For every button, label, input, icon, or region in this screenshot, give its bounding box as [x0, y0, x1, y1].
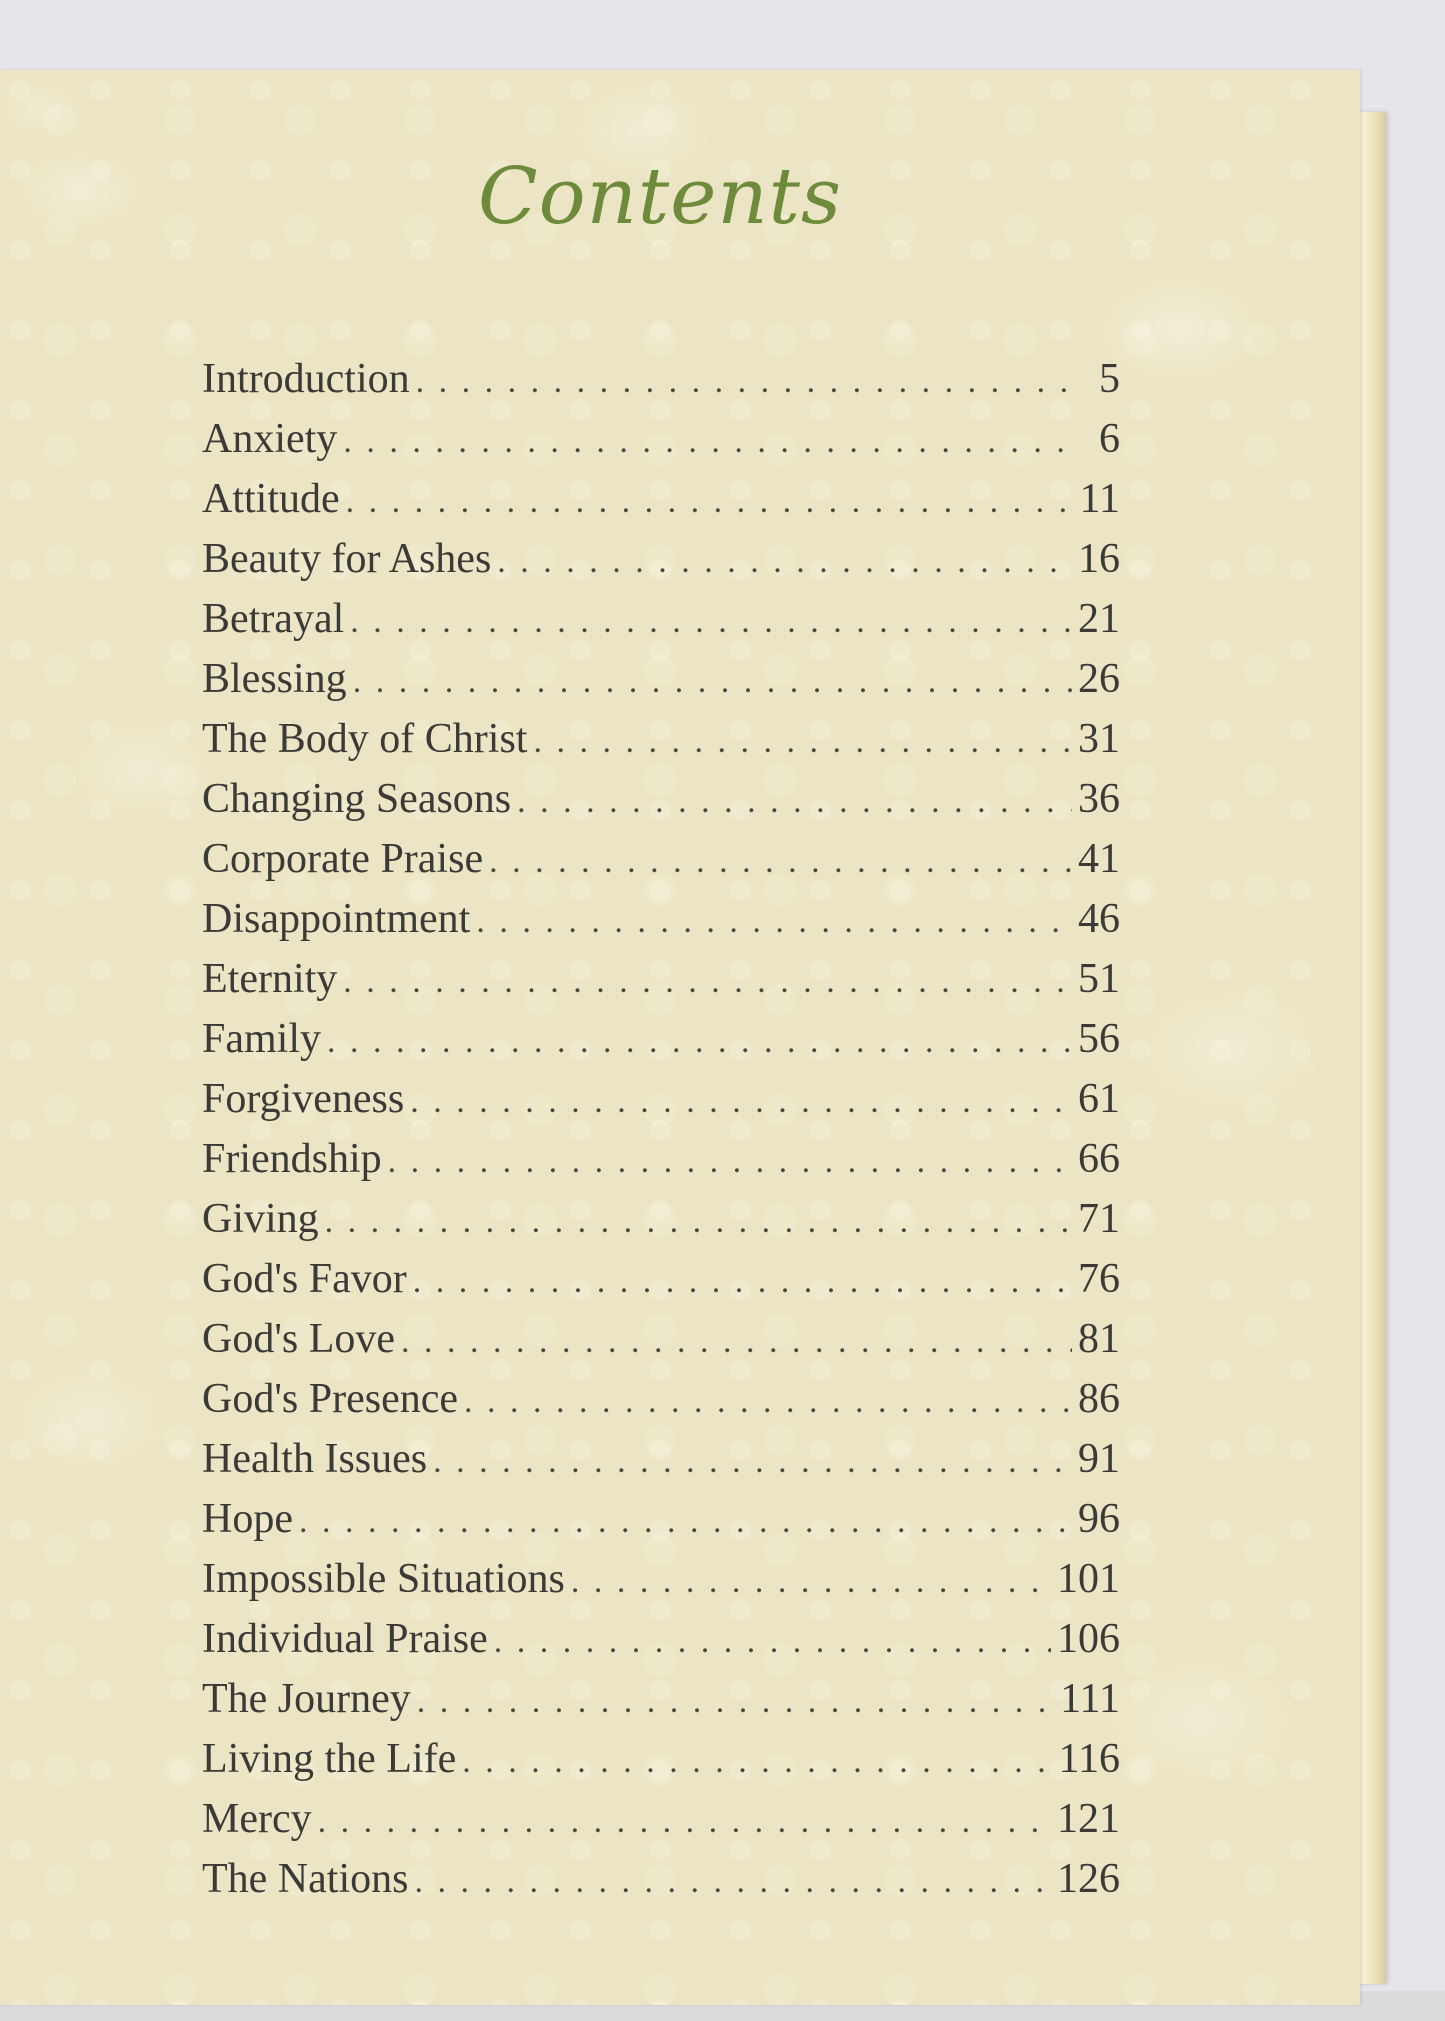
- toc-entry-page-number: 96: [1078, 1496, 1120, 1542]
- toc-entry-page-number: 61: [1078, 1076, 1120, 1122]
- toc-entry-title: Hope: [202, 1496, 293, 1542]
- toc-entry-title: Introduction: [202, 356, 410, 402]
- toc-entry-page-number: 5: [1099, 356, 1120, 402]
- toc-entry: [202, 1255, 1120, 1315]
- toc-entry-title: Family: [202, 1016, 322, 1062]
- toc-entry-title: Friendship: [202, 1136, 382, 1182]
- toc-entry: [202, 1495, 1120, 1555]
- dot-leader: [571, 1563, 1051, 1601]
- dot-leader: [489, 843, 1072, 881]
- toc-entry: [202, 1375, 1120, 1435]
- toc-entry: [202, 775, 1120, 835]
- toc-entry: [202, 895, 1120, 955]
- dot-leader: [416, 363, 1074, 401]
- toc-entry-page-number: 36: [1078, 776, 1120, 822]
- book-page: [0, 70, 1360, 2005]
- dot-leader: [433, 1443, 1072, 1481]
- dot-leader: [414, 1863, 1051, 1901]
- toc-entry-title: The Journey: [202, 1676, 411, 1722]
- toc-entry-page-number: 121: [1057, 1796, 1120, 1842]
- toc-entry-page-number: 21: [1078, 596, 1120, 642]
- toc-entry-title: Individual Praise: [202, 1616, 488, 1662]
- toc-entry-page-number: 66: [1078, 1136, 1120, 1182]
- dot-leader: [388, 1143, 1072, 1181]
- dot-leader: [350, 603, 1072, 641]
- toc-entry-page-number: 31: [1078, 716, 1120, 762]
- dot-leader: [325, 1203, 1072, 1241]
- toc-entry-title: Living the Life: [202, 1736, 457, 1782]
- toc-entry: [202, 1675, 1120, 1735]
- dot-leader: [462, 1743, 1052, 1781]
- dot-leader: [497, 543, 1072, 581]
- toc-entry-page-number: 26: [1078, 656, 1120, 702]
- toc-entry: [202, 1795, 1120, 1855]
- toc-entry-page-number: 41: [1078, 836, 1120, 882]
- toc-entry-page-number: 101: [1057, 1556, 1120, 1602]
- toc-entry-title: Beauty for Ashes: [202, 536, 492, 582]
- toc-entry-page-number: 51: [1078, 956, 1120, 1002]
- toc-entry-page-number: 71: [1078, 1196, 1120, 1242]
- toc-entry: [202, 1135, 1120, 1195]
- toc-entry-page-number: 76: [1078, 1256, 1120, 1302]
- toc-entry: [202, 415, 1120, 475]
- toc-entry-title: Disappointment: [202, 896, 471, 942]
- toc-entry-page-number: 46: [1078, 896, 1120, 942]
- toc-entry-title: Corporate Praise: [202, 836, 484, 882]
- toc-entry-page-number: 106: [1057, 1616, 1120, 1662]
- toc-entry-page-number: 11: [1079, 476, 1120, 522]
- dot-leader: [464, 1383, 1072, 1421]
- toc-entry-page-number: 126: [1057, 1856, 1120, 1902]
- dot-leader: [533, 723, 1072, 761]
- toc-entry: [202, 1555, 1120, 1615]
- toc-entry-title: God's Presence: [202, 1376, 458, 1422]
- toc-entry-title: Health Issues: [202, 1436, 428, 1482]
- toc-entry-title: Changing Seasons: [202, 776, 512, 822]
- dot-leader: [401, 1323, 1072, 1361]
- toc-entry: [202, 1015, 1120, 1075]
- dot-leader: [299, 1503, 1072, 1541]
- toc-entry: [202, 835, 1120, 895]
- toc-entry-page-number: 6: [1099, 416, 1120, 462]
- toc-entry: [202, 1435, 1120, 1495]
- toc-entry-page-number: 16: [1078, 536, 1120, 582]
- dot-leader: [346, 483, 1074, 521]
- toc-entry-page-number: 81: [1078, 1316, 1120, 1362]
- toc-entry-title: Giving: [202, 1196, 319, 1242]
- toc-entry-page-number: 56: [1078, 1016, 1120, 1062]
- toc-entry: [202, 1195, 1120, 1255]
- toc-entry: [202, 355, 1120, 415]
- toc-entry-page-number: 116: [1058, 1736, 1120, 1782]
- toc-entry: [202, 595, 1120, 655]
- dot-leader: [476, 903, 1072, 941]
- toc-entry-title: Eternity: [202, 956, 338, 1002]
- toc-entry-title: Mercy: [202, 1796, 312, 1842]
- toc-entry: [202, 475, 1120, 535]
- dot-leader: [318, 1803, 1051, 1841]
- toc-entry: [202, 715, 1120, 775]
- toc-entry-title: The Body of Christ: [202, 716, 528, 762]
- toc-entry-title: Blessing: [202, 656, 347, 702]
- toc-entry: [202, 1075, 1120, 1135]
- dot-leader: [327, 1023, 1072, 1061]
- toc-entry-title: Betrayal: [202, 596, 345, 642]
- toc-entry-title: The Nations: [202, 1856, 409, 1902]
- toc-entry-title: Anxiety: [202, 416, 338, 462]
- toc-entry-page-number: 91: [1078, 1436, 1120, 1482]
- toc-entry-page-number: 86: [1078, 1376, 1120, 1422]
- dot-leader: [517, 783, 1072, 821]
- toc-entry-title: Impossible Situations: [202, 1556, 565, 1602]
- toc-entry: [202, 655, 1120, 715]
- dot-leader: [343, 423, 1074, 461]
- table-of-contents: [202, 355, 1120, 1915]
- page-title: Contents: [478, 152, 842, 242]
- toc-entry: [202, 535, 1120, 595]
- dot-leader: [353, 663, 1072, 701]
- toc-entry-title: God's Favor: [202, 1256, 407, 1302]
- toc-entry-title: Attitude: [202, 476, 340, 522]
- toc-entry: [202, 1315, 1120, 1375]
- toc-entry: [202, 1735, 1120, 1795]
- toc-entry: [202, 955, 1120, 1015]
- toc-entry-page-number: 111: [1060, 1676, 1120, 1722]
- dot-leader: [410, 1083, 1072, 1121]
- toc-entry-title: God's Love: [202, 1316, 396, 1362]
- toc-entry-title: Forgiveness: [202, 1076, 405, 1122]
- dot-leader: [417, 1683, 1054, 1721]
- toc-entry: [202, 1855, 1120, 1915]
- dot-leader: [494, 1623, 1051, 1661]
- toc-entry: [202, 1615, 1120, 1675]
- dot-leader: [413, 1263, 1072, 1301]
- dot-leader: [343, 963, 1072, 1001]
